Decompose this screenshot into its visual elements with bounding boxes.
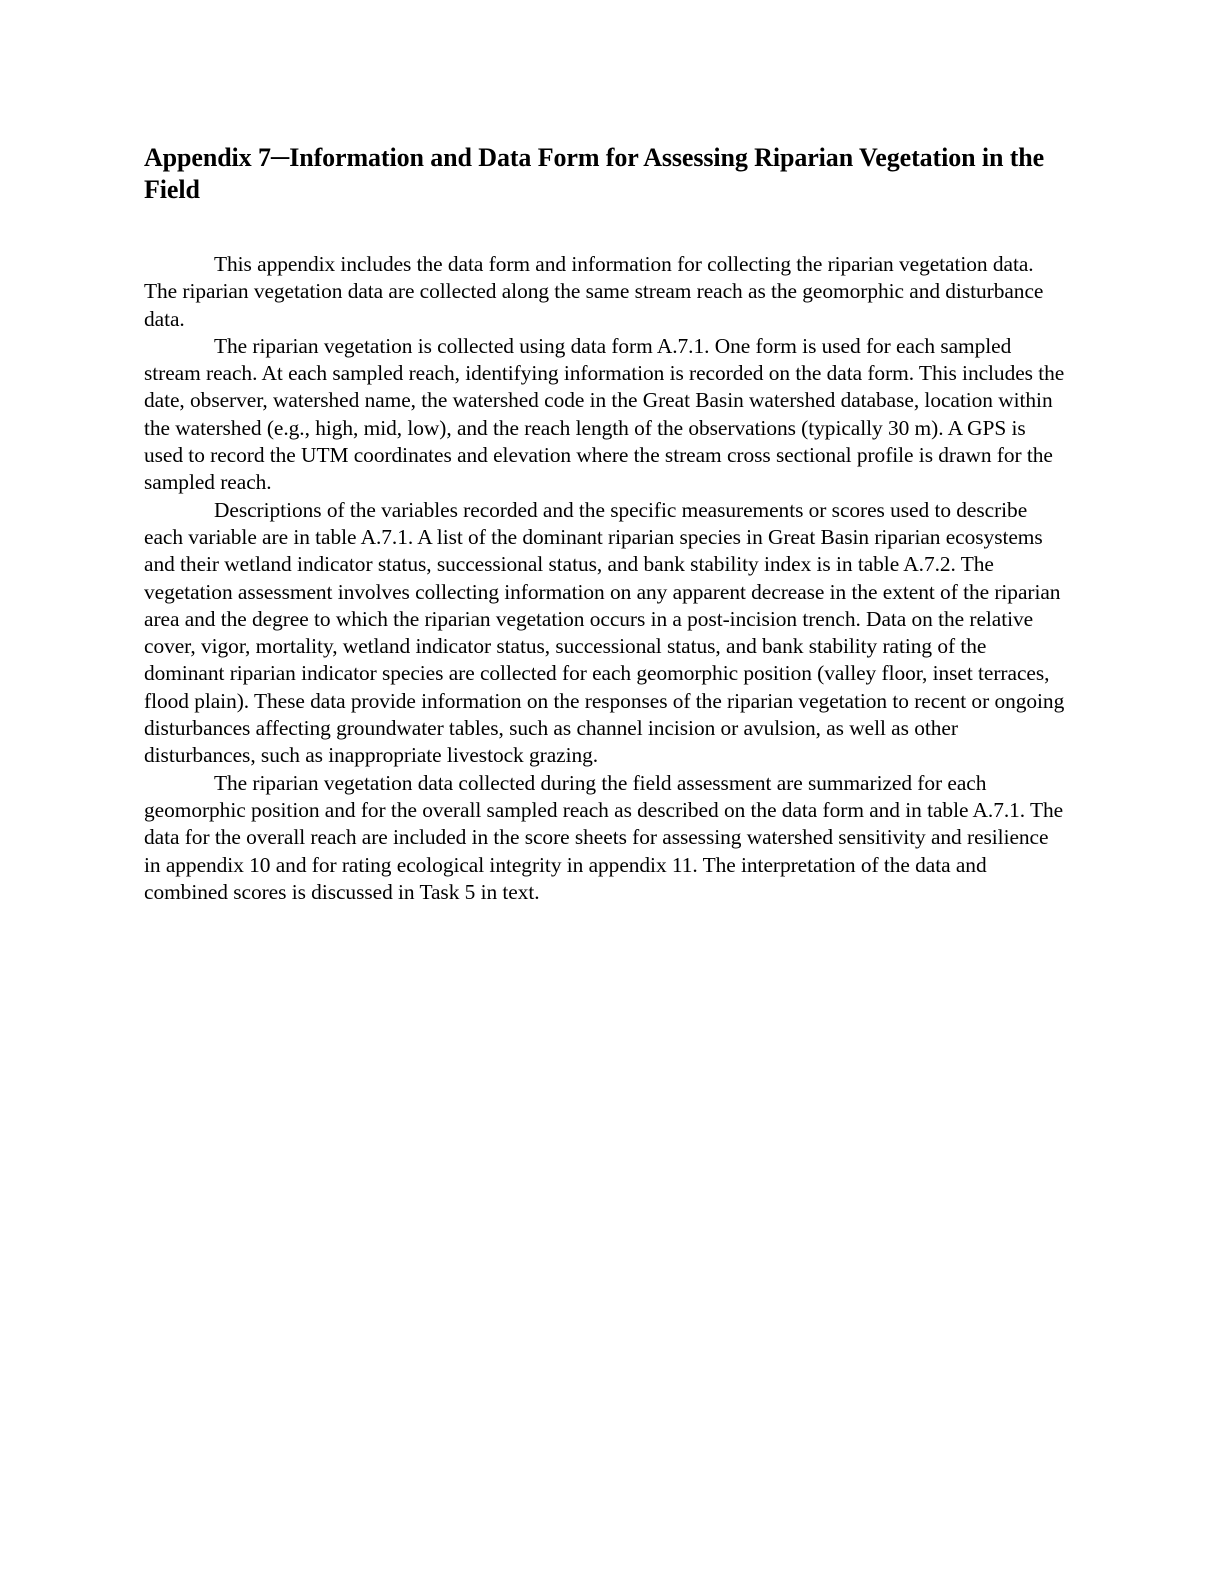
paragraph-variables: Descriptions of the variables recorded and the specific measurements or scores used to describe each variable are in table A.7.1. A list of the dominant riparian species in Great Basin riparian ecosystems and their wetland indicator status, successional status, and bank stability index is in table A.7.2. The vegetation assessment involves collecting information on any apparent decrease in the extent of the riparian area and the degree to which the riparian vegetation occurs in a post-incision trench. Data on the relative cover, vigor, mortality, wetland indicator status, successional status, and bank stability rating of the dominant riparian indicator species are collected for each geomorphic position (valley floor, inset terraces, flood plain). These data provide information on the responses of the riparian vegetation to recent or ongoing disturbances affecting groundwater tables, such as channel incision or avulsion, as well as other disturbances, such as inappropriate livestock grazing. <box>144 497 1065 768</box>
document-content <box>144 142 1069 906</box>
paragraph-data-form: The riparian vegetation is collected using data form A.7.1. One form is used for each sampled stream reach. At each sampled reach, identifying information is recorded on the data form. This includes the date, observer, watershed name, the watershed code in the Great Basin watershed database, location within the watershed (e.g., high, mid, low), and the reach length of the observations (typically 30 m). A GPS is used to record the UTM coordinates and elevation where the stream cross sectional profile is drawn for the sampled reach. <box>144 333 1065 495</box>
appendix-title: Appendix 7─Information and Data Form for Assessing Riparian Vegetation in the Field <box>144 143 1045 204</box>
paragraph-intro: This appendix includes the data form and information for collecting the riparian vegetation data. The riparian vegetation data are collected along the same stream reach as the geomorphic and disturbance data. <box>144 252 1044 331</box>
paragraph-summary: The riparian vegetation data collected during the field assessment are summarized for each geomorphic position and for the overall sampled reach as described on the data form and in table A.7.1. The data for the overall reach are included in the score sheets for assessing watershed sensitivity and resilience in appendix 10 and for rating ecological integrity in appendix 11. The interpretation of the data and combined scores is discussed in Task 5 in text. <box>144 770 1064 904</box>
document-body <box>144 251 1069 906</box>
